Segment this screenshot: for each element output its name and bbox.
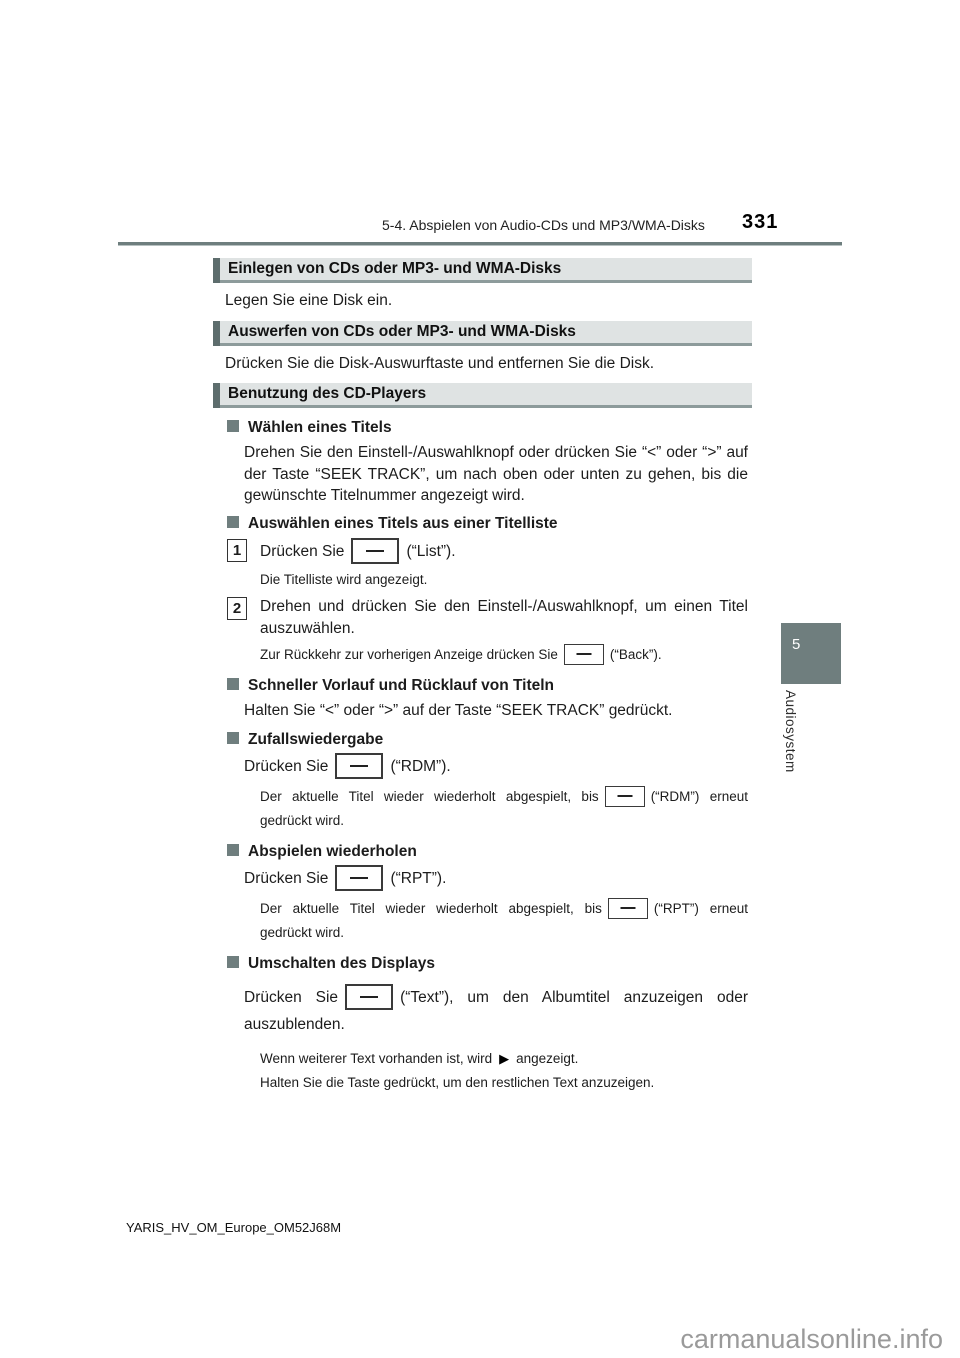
subsection-heading-label: Umschalten des Displays	[248, 955, 435, 972]
panel-button-icon	[564, 644, 604, 665]
step-text: Drehen und drücken Sie den Einstell-/Auswahlknopf, um einen Titel auszuwählen.	[260, 597, 748, 637]
watermark: carmanualsonline.info	[680, 1324, 943, 1354]
note-text-pre: Wenn weiterer Text vorhanden ist, wird	[260, 1051, 493, 1066]
step-text	[260, 538, 752, 566]
step-text-pre: Drücken Sie	[260, 542, 345, 560]
note-text-pre: Zur Rückkehr zur vorherigen Anzeige drücken Sie	[260, 646, 558, 662]
note: Halten Sie die Taste gedrückt, um den restlichen Text anzuzeigen.	[260, 1075, 655, 1090]
section-title: Benutzung des CD-Players	[228, 385, 427, 402]
section-title: Einlegen von CDs oder MP3- und WMA-Disks	[228, 260, 562, 277]
subsection-heading-select-from-list	[227, 513, 752, 535]
section-header-eject	[220, 321, 752, 346]
square-bullet-icon	[227, 956, 239, 968]
panel-button-icon	[605, 786, 645, 807]
step-number-box: 2	[227, 597, 247, 620]
subsection-heading-label: Zufallswiedergabe	[248, 731, 384, 748]
page-content	[220, 258, 752, 1093]
press-text-pre: Drücken Sie	[244, 758, 329, 776]
section-title: Auswerfen von CDs oder MP3- und WMA-Disks	[228, 323, 576, 340]
note-text-post: (“RDM”) erneut gedrückt wird.	[260, 789, 748, 828]
press-instruction	[244, 865, 748, 893]
press-text-pre: Drücken Sie	[244, 989, 339, 1007]
note	[260, 897, 748, 945]
section-accent-bar	[213, 321, 220, 346]
step-note	[260, 644, 748, 667]
subsection-heading-label: Auswählen eines Titels aus einer Titelliste	[248, 514, 558, 532]
note	[260, 785, 748, 833]
subsection-heading-repeat	[227, 841, 752, 863]
section-body: Drücken Sie die Disk-Auswurftaste und entfernen Sie die Disk.	[225, 355, 655, 372]
paragraph: Drehen Sie den Einstell-/Auswahlknopf oder drücken Sie “<” oder “>” auf der Taste “SEEK TRACK”, um nach oben oder unten zu gehen, bis die gewünschte Titelnummer angezeigt wird.	[244, 444, 748, 504]
subsection-heading-select-track	[227, 417, 752, 439]
step-number-box: 1	[227, 539, 247, 562]
chapter-tab	[781, 623, 841, 684]
section-header-usage	[220, 383, 752, 408]
chapter-number: 5	[792, 636, 801, 653]
square-bullet-icon	[227, 732, 239, 744]
subsection-heading-display	[227, 953, 752, 975]
section-accent-bar	[213, 383, 220, 408]
subsection-heading-label: Wählen eines Titels	[248, 419, 392, 436]
section-header-insert	[220, 258, 752, 283]
press-text-post: (“RDM”).	[390, 758, 451, 776]
note-text-pre: Der aktuelle Titel wieder wiederholt abgespielt, bis	[260, 901, 602, 916]
subsection-heading-label: Abspielen wiederholen	[248, 843, 417, 860]
press-instruction	[244, 984, 748, 1037]
square-bullet-icon	[227, 516, 239, 528]
section-accent-bar	[213, 258, 220, 283]
section-body: Legen Sie eine Disk ein.	[225, 292, 393, 309]
document-code: YARIS_HV_OM_Europe_OM52J68M	[126, 1220, 342, 1235]
subsection-heading-seek	[227, 675, 752, 697]
note-text-pre: Der aktuelle Titel wieder wiederholt abgespielt, bis	[260, 789, 599, 804]
step-2	[220, 596, 752, 640]
press-text-pre: Drücken Sie	[244, 870, 329, 888]
paragraph: Halten Sie “<” oder “>” auf der Taste “SEEK TRACK” gedrückt.	[244, 701, 673, 719]
page-number: 331	[742, 211, 779, 233]
chapter-label: Audiosystem	[783, 690, 798, 773]
panel-button-icon	[351, 538, 399, 564]
text-scroll-arrow-icon: ▶	[499, 1051, 510, 1066]
note-text-post: angezeigt.	[516, 1051, 579, 1066]
panel-button-icon	[335, 753, 383, 779]
press-instruction	[244, 753, 748, 781]
note-text-post: (“Back”).	[609, 646, 662, 662]
square-bullet-icon	[227, 678, 239, 690]
subsection-heading-label: Schneller Vorlauf und Rücklauf von Titeln	[248, 676, 555, 694]
step-1	[220, 538, 752, 566]
press-text-post: (“Text”), um den Albumtitel anzuzeigen oder auszublenden.	[244, 989, 748, 1033]
panel-button-icon	[335, 865, 383, 891]
header-rule	[118, 242, 842, 246]
note	[260, 1049, 748, 1069]
note-text-post: (“RPT”) erneut gedrückt wird.	[260, 901, 749, 940]
header-section-title: 5-4. Abspielen von Audio-CDs und MP3/WMA-Disks	[382, 217, 705, 233]
square-bullet-icon	[227, 844, 239, 856]
square-bullet-icon	[227, 420, 239, 432]
panel-button-icon	[345, 984, 393, 1010]
press-text-post: (“RPT”).	[390, 870, 447, 888]
step-text-post: (“List”).	[406, 542, 456, 560]
subsection-heading-random	[227, 729, 752, 751]
step-note: Die Titelliste wird angezeigt.	[260, 571, 428, 587]
panel-button-icon	[608, 898, 648, 919]
